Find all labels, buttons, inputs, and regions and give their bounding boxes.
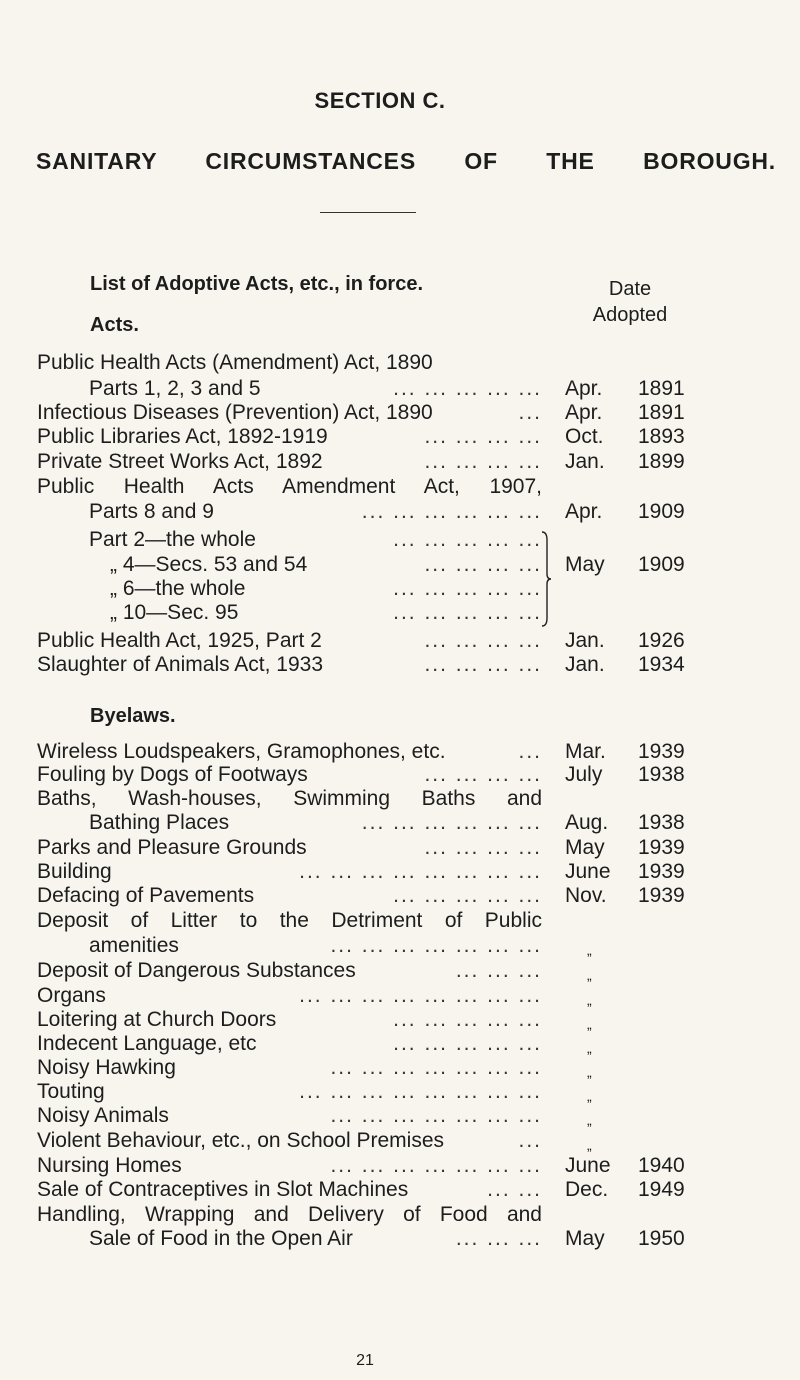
section-title: SECTION C.	[314, 88, 446, 113]
act-year: 1891	[638, 377, 685, 400]
act-year: 1934	[638, 653, 685, 676]
leader-dots: ... ... ... ... ... ... ... ...	[299, 1080, 542, 1103]
byelaw-row	[0, 1226, 800, 1252]
act-month: Jan.	[565, 653, 605, 676]
act-year: 1926	[638, 629, 685, 652]
byelaw-month: Dec.	[565, 1178, 609, 1201]
leader-dots: ... ... ... ... ... ... ... ...	[299, 984, 542, 1007]
act-row	[0, 424, 800, 450]
act-month: Apr.	[565, 401, 603, 424]
leader-dots: ... ... ... ...	[424, 763, 542, 786]
byelaw-row	[0, 958, 800, 984]
act-label: Public Health Act, 1925, Part 2	[37, 629, 322, 652]
byelaw-row	[0, 1103, 800, 1129]
byelaw-ditto-mark: „	[587, 1064, 592, 1080]
byelaw-month: Aug.	[565, 811, 609, 834]
act-month: Apr.	[565, 377, 603, 400]
byelaw-label: Fouling by Dogs of Footways	[37, 763, 308, 786]
act-month: Apr.	[565, 500, 603, 523]
leader-dots: ... ... ... ... ... ... ...	[330, 1154, 542, 1177]
byelaw-month: Nov.	[565, 884, 607, 907]
byelaw-ditto-mark: „	[587, 1040, 592, 1056]
byelaw-label: Loitering at Church Doors	[37, 1008, 277, 1031]
leader-dots: ... ... ... ... ... ... ... ...	[299, 860, 542, 883]
leader-dots: ... ... ... ... ...	[393, 1008, 542, 1031]
act-row	[0, 474, 800, 500]
leader-dots: ... ... ... ... ...	[393, 577, 542, 600]
byelaw-row	[0, 1128, 800, 1154]
byelaw-year: 1938	[638, 763, 685, 786]
byelaw-year: 1950	[638, 1227, 685, 1250]
act-row	[0, 628, 800, 654]
page-number: 21	[356, 1352, 374, 1369]
date-heading-line1: Date	[608, 278, 652, 300]
act-label: „ 6—the whole	[110, 577, 246, 600]
list-heading: List of Adoptive Acts, etc., in force.	[90, 273, 424, 295]
act-label: Infectious Diseases (Prevention) Act, 1890	[37, 401, 433, 424]
date-column-heading	[560, 276, 700, 328]
byelaw-row	[0, 859, 800, 885]
byelaw-label: Violent Behaviour, etc., on School Premises	[37, 1129, 445, 1152]
act-month: Jan.	[565, 629, 605, 652]
byelaw-month: Mar.	[565, 740, 606, 763]
byelaw-row	[0, 983, 800, 1009]
byelaw-row	[0, 883, 800, 909]
act-month: Jan.	[565, 450, 605, 473]
byelaw-ditto-mark: „	[587, 1137, 592, 1153]
byelaw-row	[0, 1031, 800, 1057]
byelaw-label: Parks and Pleasure Grounds	[37, 836, 307, 859]
act-label: Public Health Acts Amendment Act, 1907,	[37, 475, 542, 498]
byelaws-heading: Byelaws.	[90, 705, 176, 727]
act-label: Slaughter of Animals Act, 1933	[37, 653, 324, 676]
byelaw-label: Defacing of Pavements	[37, 884, 255, 907]
leader-dots: ...	[518, 740, 542, 763]
leader-dots: ... ... ... ... ... ... ...	[330, 934, 542, 957]
act-row	[0, 499, 800, 525]
leader-dots: ... ... ... ...	[424, 450, 542, 473]
date-heading-line2: Adopted	[592, 304, 668, 326]
act-row	[0, 350, 800, 376]
acts-column-heading: Acts.	[90, 314, 139, 336]
byelaw-row	[0, 1055, 800, 1081]
byelaw-label: Noisy Animals	[37, 1104, 169, 1127]
act-year: 1909	[638, 500, 685, 523]
byelaw-year: 1939	[638, 836, 685, 859]
byelaw-month: May	[565, 1227, 605, 1250]
act-label: Public Health Acts (Amendment) Act, 1890	[37, 351, 433, 374]
act-row	[0, 400, 800, 426]
byelaw-year: 1939	[638, 860, 685, 883]
act-year: 1891	[638, 401, 685, 424]
leader-dots: ... ... ... ...	[424, 629, 542, 652]
act-label: „ 4—Secs. 53 and 54	[110, 553, 308, 576]
byelaw-month: June	[565, 1154, 611, 1177]
byelaw-year: 1940	[638, 1154, 685, 1177]
byelaw-label: Wireless Loudspeakers, Gramophones, etc.	[37, 740, 446, 763]
leader-dots: ... ... ...	[455, 959, 542, 982]
leader-dots: ...	[518, 1129, 542, 1152]
byelaw-year: 1949	[638, 1178, 685, 1201]
act-label: Public Libraries Act, 1892-1919	[37, 425, 328, 448]
byelaw-label: amenities	[89, 934, 179, 957]
byelaw-row	[0, 1202, 800, 1228]
byelaw-ditto-mark: „	[587, 967, 592, 983]
leader-dots: ... ... ... ... ... ...	[361, 500, 542, 523]
byelaw-label: Deposit of Dangerous Substances	[37, 959, 356, 982]
act-year: 1909	[638, 553, 685, 576]
leader-dots: ... ... ... ... ... ...	[361, 811, 542, 834]
leader-dots: ... ... ...	[455, 1227, 542, 1250]
byelaw-row	[0, 1079, 800, 1105]
act-row	[0, 449, 800, 475]
byelaw-ditto-mark: „	[587, 1088, 592, 1104]
grouping-brace	[540, 530, 552, 628]
leader-dots: ... ... ... ... ... ... ...	[330, 1104, 542, 1127]
title-divider	[320, 212, 416, 213]
act-label: Private Street Works Act, 1892	[37, 450, 323, 473]
byelaw-label: Sale of Contraceptives in Slot Machines	[37, 1178, 409, 1201]
leader-dots: ... ...	[487, 1178, 542, 1201]
byelaw-row	[0, 1007, 800, 1033]
byelaw-ditto-mark: „	[587, 942, 592, 958]
leader-dots: ... ... ... ... ... ... ...	[330, 1056, 542, 1079]
act-month: Oct.	[565, 425, 604, 448]
act-year: 1893	[638, 425, 685, 448]
byelaw-row	[0, 762, 800, 788]
byelaw-label: Bathing Places	[89, 811, 230, 834]
act-month: May	[565, 553, 605, 576]
act-label: Parts 1, 2, 3 and 5	[89, 377, 261, 400]
byelaw-row	[0, 786, 800, 812]
byelaw-label: Baths, Wash-houses, Swimming Baths and	[37, 787, 542, 810]
byelaw-label: Nursing Homes	[37, 1154, 182, 1177]
byelaw-year: 1939	[638, 740, 685, 763]
act-row	[0, 652, 800, 678]
byelaw-label: Deposit of Litter to the Detriment of Public	[37, 909, 542, 932]
byelaw-row	[0, 1177, 800, 1203]
act-row	[0, 552, 800, 578]
leader-dots: ... ... ... ... ...	[393, 1032, 542, 1055]
byelaw-row	[0, 933, 800, 959]
byelaw-year: 1939	[638, 884, 685, 907]
byelaw-ditto-mark: „	[587, 1016, 592, 1032]
act-row	[0, 376, 800, 402]
act-label: „ 10—Sec. 95	[110, 601, 239, 624]
byelaw-label: Indecent Language, etc	[37, 1032, 257, 1055]
leader-dots: ... ... ... ... ...	[393, 884, 542, 907]
leader-dots: ... ... ... ...	[424, 836, 542, 859]
leader-dots: ... ... ... ...	[424, 425, 542, 448]
byelaw-row	[0, 1153, 800, 1179]
act-label: Parts 8 and 9	[89, 500, 214, 523]
byelaw-label: Organs	[37, 984, 106, 1007]
byelaw-row	[0, 908, 800, 934]
leader-dots: ... ... ... ...	[424, 553, 542, 576]
leader-dots: ... ... ... ...	[424, 653, 542, 676]
main-title: SANITARY CIRCUMSTANCES OF THE BOROUGH.	[36, 148, 776, 174]
act-label: Part 2—the whole	[89, 528, 256, 551]
leader-dots: ...	[518, 401, 542, 424]
byelaw-month: June	[565, 860, 611, 883]
leader-dots: ... ... ... ... ...	[393, 601, 542, 624]
byelaw-label: Building	[37, 860, 112, 883]
byelaw-row	[0, 835, 800, 861]
byelaw-month: May	[565, 836, 605, 859]
act-year: 1899	[638, 450, 685, 473]
byelaw-ditto-mark: „	[587, 992, 592, 1008]
leader-dots: ... ... ... ... ...	[393, 528, 542, 551]
act-row	[0, 576, 800, 602]
act-row	[0, 600, 800, 626]
byelaw-label: Sale of Food in the Open Air	[89, 1227, 353, 1250]
act-row	[0, 527, 800, 553]
byelaw-year: 1938	[638, 811, 685, 834]
byelaw-month: July	[565, 763, 603, 786]
leader-dots: ... ... ... ... ...	[393, 377, 542, 400]
byelaw-label: Handling, Wrapping and Delivery of Food and	[37, 1203, 542, 1226]
byelaw-row	[0, 810, 800, 836]
byelaw-ditto-mark: „	[587, 1112, 592, 1128]
byelaw-label: Touting	[37, 1080, 105, 1103]
byelaw-label: Noisy Hawking	[37, 1056, 176, 1079]
